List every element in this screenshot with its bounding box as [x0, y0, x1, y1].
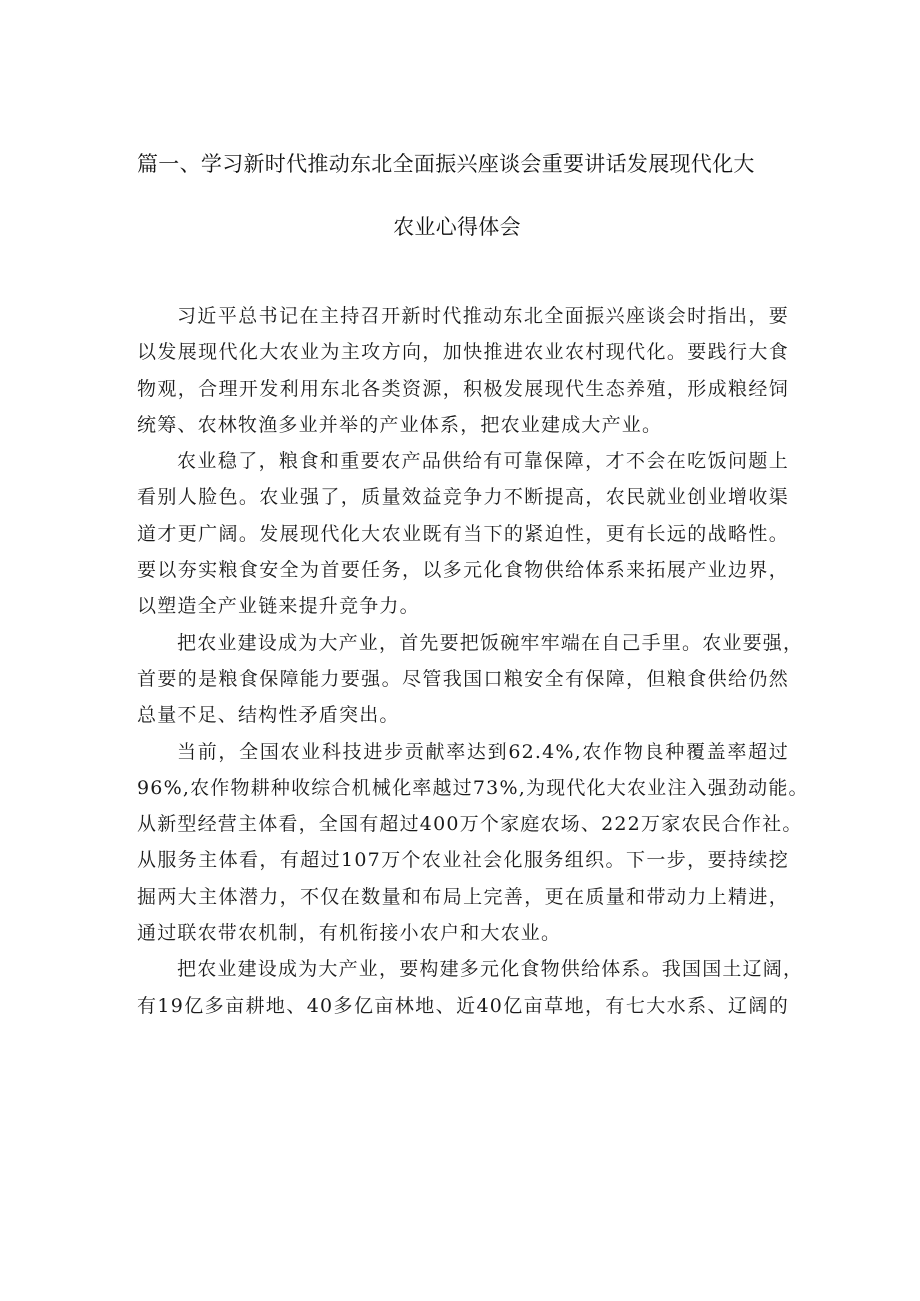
text-line: 以塑造全产业链来提升竞争力。 [137, 595, 420, 618]
text-line: 把农业建设成为大产业，要构建多元化食物供给体系。我国国土辽阔， [177, 958, 804, 981]
text-line: 道才更广阔。发展现代化大农业既有当下的紧迫性，更有长远的战略性。 [137, 522, 789, 545]
text-line: 以发展现代化大农业为主攻方向，加快推进农业农村现代化。要践行大食 [137, 341, 789, 364]
paragraph-4 [137, 734, 809, 952]
document-title-line-2: 农业心得体会 [393, 215, 521, 239]
document-title-line-1: 篇一、学习新时代推动东北全面振兴座谈会重要讲话发展现代化大 [137, 152, 755, 176]
text-line: 物观，合理开发利用东北各类资源，积极发展现代生态养殖，形成粮经饲 [137, 377, 789, 400]
text-line: 农业稳了，粮食和重要农产品供给有可靠保障，才不会在吃饭问题上 [177, 450, 789, 473]
text-line: 看别人脸色。农业强了，质量效益竞争力不断提高，农民就业创业增收渠 [137, 486, 789, 509]
paragraph-1 [137, 298, 789, 443]
text-line: 有19亿多亩耕地、40多亿亩林地、近40亿亩草地，有七大水系、辽阔的 [137, 994, 789, 1017]
document-body [137, 298, 809, 1024]
text-line: 统筹、农林牧渔多业并举的产业体系，把农业建成大产业。 [137, 413, 663, 436]
paragraph-2 [137, 443, 789, 624]
text-line: 总量不足、结构性矛盾突出。 [137, 704, 400, 727]
text-line: 96%,农作物耕种收综合机械化率越过73%,为现代化大农业注入强劲动能。 [137, 776, 809, 799]
text-line: 掘两大主体潜力，不仅在数量和布局上完善，更在质量和带动力上精进， [137, 885, 789, 908]
text-line: 从服务主体看，有超过107万个农业社会化服务组织。下一步，要持续挖 [137, 849, 789, 872]
text-line: 首要的是粮食保障能力要强。尽管我国口粮安全有保障，但粮食供给仍然 [137, 667, 789, 690]
text-line: 把农业建设成为大产业，首先要把饭碗牢牢端在自己手里。农业要强， [177, 631, 804, 654]
text-line: 习近平总书记在主持召开新时代推动东北全面振兴座谈会时指出，要 [177, 305, 789, 327]
paragraph-3 [137, 625, 804, 734]
text-line: 从新型经营主体看，全国有超过400万个家庭农场、222万家农民合作社。 [137, 813, 803, 836]
text-line: 要以夯实粮食安全为首要任务，以多元化食物供给体系来拓展产业边界， [137, 559, 789, 582]
text-line: 通过联农带农机制，有机衔接小农户和大农业。 [137, 922, 562, 945]
paragraph-5 [137, 951, 804, 1024]
text-line: 当前，全国农业科技进步贡献率达到62.4%,农作物良种覆盖率超过 [177, 740, 789, 763]
